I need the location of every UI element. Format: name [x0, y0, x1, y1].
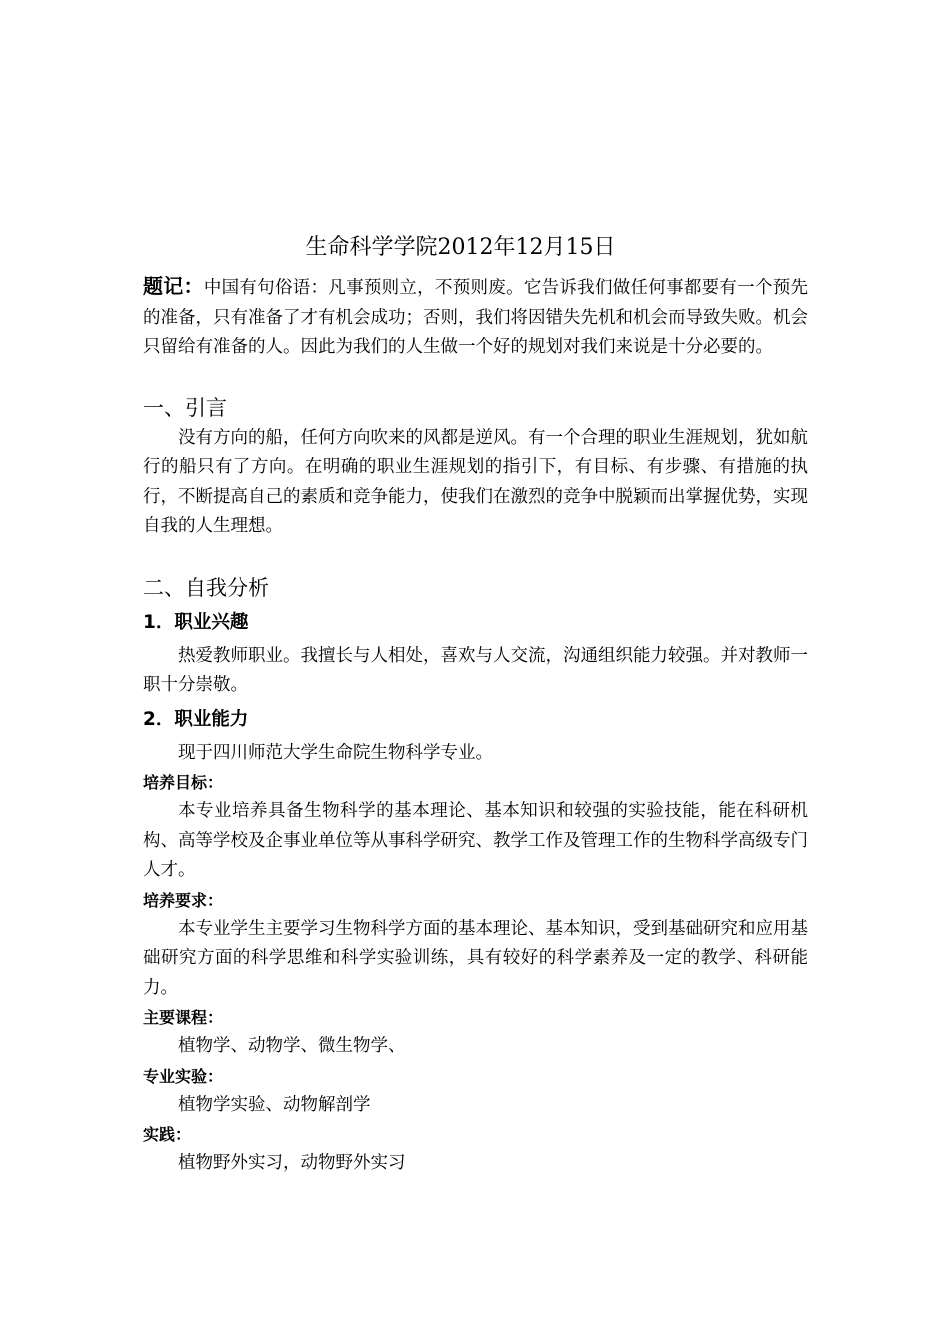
professional-labs-label: 专业实验： — [143, 1066, 224, 1086]
training-goal-paragraph: 本专业培养具备生物科学的基本理论、基本知识和较强的实验技能，能在科研机构、高等学校及企事业单位等从事科学研究、教学工作及管理工作的生物科学高级专门人才。 — [143, 801, 808, 880]
introduction-paragraph: 没有方向的船，任何方向吹来的风都是逆风。有一个合理的职业生涯规划，犹如航行的船只有了方向。在明确的职业生涯规划的指引下，有目标、有步骤、有措施的执行，不断提高自己的素质和竞争能力，使我们在激烈的竞争中脱颖而出掌握优势，实现自我的人生理想。 — [143, 427, 808, 536]
career-interest-paragraph: 热爱教师职业。我擅长与人相处，喜欢与人交流，沟通组织能力较强。并对教师一职十分崇敬。 — [143, 645, 808, 695]
epigraph-label: 题记： — [143, 274, 204, 298]
main-courses-label: 主要课程： — [143, 1008, 224, 1027]
subheading-career-ability: 2．职业能力 — [143, 708, 249, 730]
epigraph-text: 中国有句俗语：凡事预则立，不预则废。它告诉我们做任何事都要有一个预先的准备，只有准备了才有机会成功；否则，我们将因错失先机和机会而导致失败。机会只留给有准备的人。因此为我们的人生做一个好的规划对我们来说是十分必要的。 — [143, 278, 809, 357]
section-heading-introduction: 一、引言 — [143, 395, 227, 420]
professional-labs-paragraph: 植物学实验、动物解剖学 — [178, 1094, 371, 1115]
date-line: 生命科学学院2012年12月15日 — [305, 235, 616, 260]
spacer — [143, 363, 808, 392]
section-heading-self-analysis: 二、自我分析 — [143, 575, 269, 600]
epigraph-paragraph — [143, 272, 808, 363]
training-requirement-paragraph: 本专业学生主要学习生物科学方面的基本理论、基本知识，受到基础研究和应用基础研究方面的科学思维和科学实验训练，具有较好的科学素养及一定的教学、科研能力。 — [143, 918, 808, 998]
main-courses-paragraph: 植物学、动物学、微生物学、 — [178, 1036, 406, 1056]
practice-paragraph: 植物野外实习，动物野外实习 — [178, 1153, 406, 1173]
training-requirement-label: 培养要求： — [143, 890, 224, 910]
career-ability-paragraph: 现于四川师范大学生命院生物科学专业。 — [178, 742, 493, 763]
spacer — [143, 542, 808, 572]
subheading-career-interest: 1．职业兴趣 — [143, 611, 249, 633]
training-goal-label: 培养目标： — [143, 773, 224, 792]
practice-label: 实践： — [143, 1125, 192, 1144]
document-page — [143, 228, 808, 1179]
